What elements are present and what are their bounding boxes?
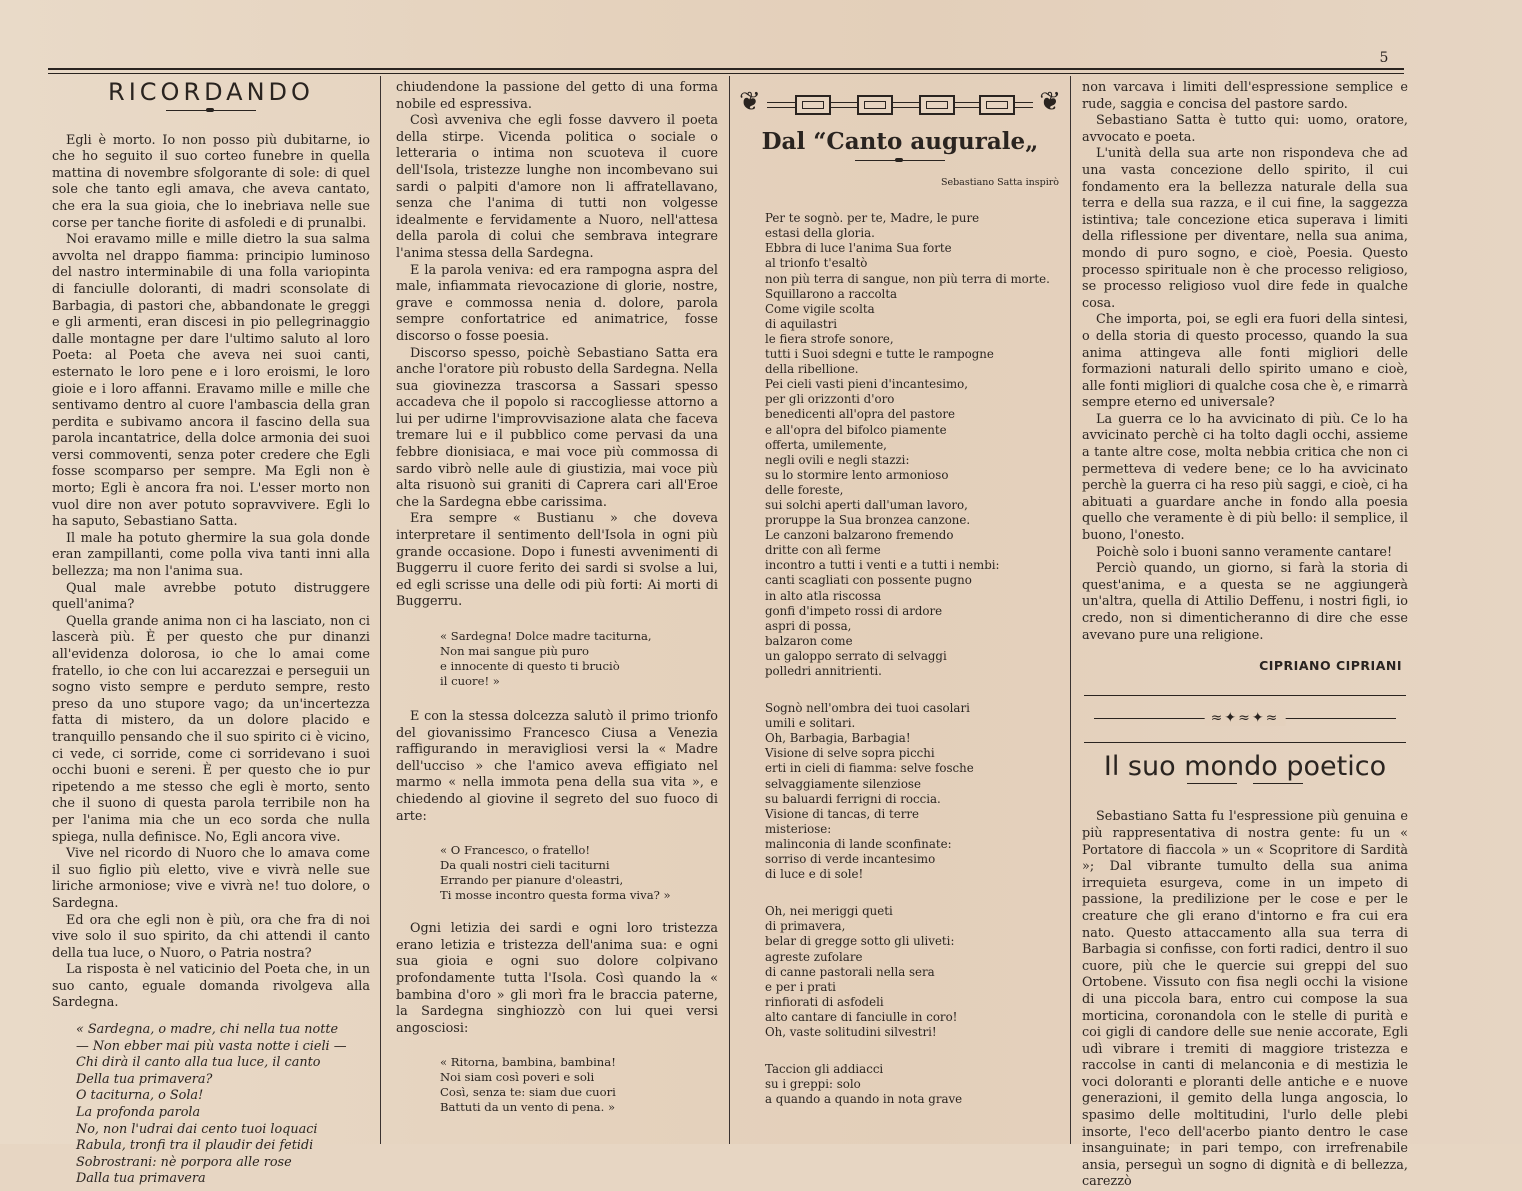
- verse-line: di canne pastorali nella sera: [765, 964, 935, 979]
- banner-box: [919, 95, 955, 115]
- verse-line: Pei cieli vasti pieni d'incantesimo,: [765, 377, 969, 392]
- paragraph: Noi eravamo mille e mille dietro la sua salma avvolta nel drappo fiamma: principio luminoso del nastro interminabile di una folla variopinta di fanciulle doloranti, di madri sconsolate di Barbagia, di pastori che, abbandonate le greggi e gli armenti, eran discesi in pio pellegrinaggio dalle montagne per dare l'ultimo saluto al loro Poeta: al Poeta che aveva nei suoi canti, esternato le loro pene e i loro eroismi, le loro gioie e i loro affanni. Eravamo mille e mille che sentivamo dentro al cuore l'ambascia della gran perdita e subivamo ancora il fascino della sua parola incantatrice, della dolce armonia dei suoi versi commoventi, senza poter credere che Egli fosse scomparso per sempre. Ma Egli non è morto; Egli è ancora fra noi. L'esser morto non vuol dire non aver potuto sopravvivere. Egli lo ha saputo, Sebastiano Satta.: [52, 232, 370, 530]
- column-divider: [380, 76, 381, 1144]
- verse-line: le fiera strofe sonore,: [765, 331, 894, 346]
- verse-line: in alto atla riscossa: [765, 588, 882, 603]
- poem-line: Rabula, tronfi tra il plaudir dei fetidi: [76, 1138, 314, 1154]
- poem-line: « O Francesco, o fratello!: [440, 843, 591, 858]
- page-number: 5: [1379, 50, 1389, 66]
- banner-box: [857, 95, 893, 115]
- author-signature: CIPRIANO CIPRIANI: [1259, 658, 1402, 674]
- verse-line: proruppe la Sua bronzea canzone.: [765, 513, 971, 528]
- paragraph: Perciò quando, un giorno, si farà la storia di quest'anima, e a questa se ne aggiungerà un'altra, quella di Attilio Deffenu, i nostri figli, io credo, non si dimenticheranno di dire che esse avevano pure una religione.: [1082, 561, 1408, 643]
- paragraph: Quella grande anima non ci ha lasciato, non ci lascerà più. È per questo che pur dinanzi all'evidenza dolorosa, io che lo amai come fratello, io che con lui accarezzai e perseguii un sogno visto sempre e perduto sempre, resto preso da uno stupore vago; da un'incertezza fatta di mistero, da un dolore placido e tranquillo pensando che il suo spirito ci è vicino, ci vede, ci sorride, come ci sorridevano i suoi occhi buoni e sereni. È per questo che io pur ripetendo a me stesso che egli è morto, sento che il suono di questa parola terribile non ha per l'anima mia che un eco sorda che nulla spiega, nulla definisce. No, Egli ancora vive.: [52, 613, 370, 845]
- title-ornament: [855, 157, 945, 165]
- verse-line: umili e solitari.: [765, 716, 856, 731]
- paragraph: La risposta è nel vaticinio del Poeta che, in un suo canto, eguale domanda rivolgeva alla Sardegna.: [52, 962, 370, 1011]
- verse-line: Oh, nei meriggi queti: [765, 904, 893, 919]
- verse-stanza: [735, 211, 1065, 1107]
- paragraph: E con la stessa dolcezza salutò il primo trionfo del giovanissimo Francesco Ciusa a Venezia raffigurando in meravigliosi versi la « Madre dell'ucciso » che l'amico aveva effigiato nel marmo « nella immota pena della sua vita », e chiedendo al giovine il segreto del suo fuoco di arte:: [396, 709, 718, 824]
- verse-line: di primavera,: [765, 919, 846, 934]
- ornamental-separator: [1084, 695, 1406, 743]
- verse-line: malinconia di lande sconfinate:: [765, 836, 952, 851]
- verse-line: incontro a tutti i venti e a tutti i nembi:: [765, 558, 1000, 573]
- poem-line: Battuti da un vento di pena. »: [440, 1100, 616, 1115]
- verse-line: Visione di selve sopra picchi: [765, 746, 935, 761]
- paragraph: Vive nel ricordo di Nuoro che lo amava come il suo figlio più eletto, vive e vivrà nelle sue liriche armoniose; vive e vivrà ne! tuo dolore, o Sardegna.: [52, 846, 370, 911]
- paragraph: La guerra ce lo ha avvicinato di più. Ce lo ha avvicinato perchè ci ha tolto dagli occhi, assieme a tante altre cose, molta nebbia critica che non ci permetteva di vedere bene; ce lo ha avvicinato perchè la guerra ci ha reso più saggi, e cioè, ci ha abituati a guardare anche in fondo alla poesia quello che veramente è di più bello: il semplice, il buono, l'onesto.: [1082, 411, 1408, 544]
- poem-line: Della tua primavera?: [76, 1071, 213, 1087]
- banner-box: [795, 95, 831, 115]
- verse-line: sorriso di verde incantesimo: [765, 852, 936, 867]
- verse-line: Squillarono a raccolta: [765, 286, 898, 301]
- column-4: [1082, 80, 1408, 1190]
- verse-line: misteriose:: [765, 821, 832, 836]
- paragraph: Qual male avrebbe potuto distruggere quell'anima?: [52, 580, 370, 613]
- poem-line: « Sardegna! Dolce madre taciturna,: [440, 629, 652, 643]
- verse-line: Per te sognò. per te, Madre, le pure: [765, 211, 980, 226]
- verse-line: Sognò nell'ombra dei tuoi casolari: [765, 701, 970, 716]
- scroll-ornament-icon: ❦: [739, 87, 761, 117]
- stanza-gap: [765, 882, 1065, 904]
- verse-line: non più terra di sangue, non più terra di morte.: [765, 271, 1050, 286]
- stanza-gap: [765, 679, 1065, 701]
- poem-line: Così, senza te: siam due cuori: [440, 1085, 616, 1100]
- stanza-gap: [765, 1040, 1065, 1062]
- poem-line: « Ritorna, bambina, bambina!: [440, 1055, 616, 1070]
- verse-line: un galoppo serrato di selvaggi: [765, 648, 947, 663]
- verse-line: di aquilastri: [765, 316, 838, 331]
- verse-line: dritte con alì ferme: [765, 543, 881, 558]
- verse-line: benedicenti all'opra del pastore: [765, 407, 955, 422]
- column-divider: [729, 76, 730, 1144]
- column-1: [52, 78, 370, 1187]
- paragraph: Il male ha potuto ghermire la sua gola donde eran zampillanti, come polla viva tanti inni alla bellezza; ma non l'anima sua.: [52, 530, 370, 580]
- column-divider: [1070, 76, 1071, 1144]
- paragraph: chiudendone la passione del getto di una forma nobile ed espressiva.: [396, 80, 718, 112]
- paragraph: Sebastiano Satta è tutto qui: uomo, oratore, avvocato e poeta.: [1082, 113, 1408, 145]
- paragraph: E la parola veniva: ed era rampogna aspra del male, infiammata rievocazione di glorie, nostre, grave e commossa nenia d. dolore, parola sempre confortatrice ed animatrice, fosse discorso o fosse poesia.: [396, 262, 718, 344]
- verse-line: e per i prati: [765, 979, 836, 994]
- verse-line: agreste zufolare: [765, 949, 863, 964]
- poem-line: O taciturna, o Sola!: [76, 1088, 204, 1104]
- verse-line: Visione di tancas, di terre: [765, 806, 920, 821]
- poem-line: No, non l'udrai dai cento tuoi loquaci: [76, 1121, 318, 1137]
- poem-line: Sobrostrani: nè porpora alle rose: [76, 1154, 292, 1170]
- verse-line: e all'opra del bifolco piamente: [765, 422, 947, 437]
- verse-line: sui solchi aperti dall'uman lavoro,: [765, 497, 968, 512]
- verse-line: su i greppi: solo: [765, 1077, 861, 1092]
- verse-line: su lo stormire lento armonioso: [765, 467, 949, 482]
- verse-line: delle foreste,: [765, 482, 844, 497]
- quoted-poem: [396, 1055, 718, 1115]
- poem-line: Non mai sangue più puro: [440, 644, 590, 658]
- verse-line: belar di gregge sotto gli uliveti:: [765, 934, 955, 949]
- verse-line: di luce e di sole!: [765, 867, 864, 882]
- verse-line: aspri di possa,: [765, 618, 852, 633]
- scroll-ornament-icon: ❦: [1039, 87, 1061, 117]
- verse-line: Oh, vaste solitudini silvestri!: [765, 1024, 937, 1039]
- verse-line: negli ovili e negli stazzi:: [765, 452, 910, 467]
- poem-line: Da quali nostri cieli taciturni: [440, 858, 610, 873]
- paragraph: Sebastiano Satta fu l'espressione più genuina e più rappresentativa di nostra gente: fu un « Portatore di fiaccola » un « Scopritore di Sardità »; Dal vibrante tumulto della sua anima irrequieta esurgeva, come in un impeto di passione, la predilizione per le cose e per le creature che gli erano d'intorno e fra cui era nato. Questo attaccamento alla sua terra di Barbagia si confisse, con forti radici, dentro il suo cuore, più che le quercie sui greppi del suo Ortobene. Vissuto con fisa negli occhi la visione di una piccola bara, entro cui compose la sua morticina, coronandola con le stelle di purità e coi gigli di candore delle sue nenie accorate, Egli udì vibrare i tremiti di maggiore tristezza e raccolse in canti di melanconia e di mestizia le voci doloranti e ploranti delle antiche e e nuove generazioni, il gemito della lunga angoscia, lo spasimo delle moltitudini, l'urlo delle plebi insorte, l'eco dell'acerbo pianto dentro le case insanguinate; in pari tempo, con irrefrenabile ansia, perseguì un sogno di dignità e di bellezza, carezzò: [1082, 809, 1408, 1190]
- column-2: [396, 80, 718, 1144]
- quoted-poem: [396, 629, 718, 689]
- paragraph: L'unità della sua arte non rispondeva che ad una vasta concezione dello spirito, il cui fondamento era la bellezza naturale della sua terra e della sua razza, e il cui fine, la saggezza istintiva; tale concezione etica superava i limiti della riflessione per diventare, nella sua anima, mondo di puro sogno, e cioè, Poesia. Questo processo spirituale non è che processo religioso, se processo religioso vuol dire fede in qualche cosa.: [1082, 146, 1408, 311]
- poem-line: Ti mosse incontro questa forma viva? »: [440, 888, 671, 903]
- poem-line: e innocente di questo ti bruciò: [440, 659, 620, 673]
- verse-line: Oh, Barbagia, Barbagia!: [765, 731, 911, 746]
- column-3: [735, 80, 1065, 1144]
- poem-line: La profonda parola: [76, 1105, 201, 1121]
- verse-line: estasi della gloria.: [765, 226, 875, 241]
- poem-line: Dalla tua primavera: [76, 1171, 206, 1187]
- paragraph: Ed ora che egli non è più, ora che fra di noi vive solo il suo spirito, da chi attendi il canto della tua luce, o Nuoro, o Patria nostra?: [52, 912, 370, 961]
- paragraph: Era sempre « Bustianu » che doveva interpretare il sentimento dell'Isola in ogni più grande occasione. Dopo i funesti avvenimenti di Buggerru il cuore ferito dei sardi si svolse a lui, ed egli scrisse una delle odi più forti: Ai morti di Buggerru.: [396, 511, 718, 610]
- verse-line: offerta, umilemente,: [765, 437, 887, 452]
- verse-line: per gli orizzonti d'oro: [765, 392, 895, 407]
- verse-line: gonfi d'impeto rossi di ardore: [765, 603, 943, 618]
- verse-line: Le canzoni balzarono fremendo: [765, 528, 954, 543]
- verse-line: rinfiorati di asfodeli: [765, 994, 884, 1009]
- paragraph: non varcava i limiti dell'espressione semplice e rude, saggia e concisa del pastore sardo.: [1082, 80, 1408, 112]
- paragraph: Che importa, poi, se egli era fuori della sintesi, o della storia di questo processo, quando la sua anima attingeva alle fonti migliori delle formazioni naturali dello spirito umano e cioè, alle fonti migliori di qualche cosa che è, e rimarrà sempre eterno ed universale?: [1082, 312, 1408, 411]
- verse-line: alto cantare di fanciulle in coro!: [765, 1009, 958, 1024]
- verse-line: al trionfo t'esaltò: [765, 256, 868, 271]
- quoted-poem: [396, 843, 718, 903]
- verse-line: tutti i Suoi sdegni e tutte le rampogne: [765, 347, 994, 362]
- top-rule: [48, 68, 1404, 70]
- poem-line: Errando per pianure d'oleastri,: [440, 873, 624, 888]
- title-ornament: [166, 107, 256, 115]
- title-ornament: [1187, 781, 1303, 787]
- byline: Sebastiano Satta inspirò: [940, 176, 1059, 188]
- ornamental-banner: [739, 84, 1061, 124]
- banner-box: [979, 95, 1015, 115]
- poem-line: — Non ebber mai più vasta notte i cieli —: [76, 1038, 347, 1054]
- poem-line: Chi dirà il canto alla tua luce, il canto: [76, 1055, 321, 1071]
- paragraph: Discorso spesso, poichè Sebastiano Satta era anche l'oratore più robusto della Sardegna. Nella sua giovinezza trascorsa a Sassari spesso accadeva che il popolo si raccogliesse attorno a lui per udirne l'improvvisazione alata che faceva tremare lui e il pubblico come pervasi da una febbre dionisiaca, e mai voce più commossa di sardo vibrò nelle aule di giustizia, mai voce più alta risuonò sui graniti di Caprera cari all'Eroe che la Sardegna ebbe carissima.: [396, 345, 718, 510]
- poem-line: « Sardegna, o madre, chi nella tua notte: [76, 1022, 339, 1038]
- verse-line: su baluardi ferrigni di roccia.: [765, 791, 941, 806]
- verse-line: polledri annitrienti.: [765, 664, 882, 678]
- verse-line: selvaggiamente silenziose: [765, 776, 921, 791]
- paragraph: Così avveniva che egli fosse davvero il poeta della stirpe. Vicenda politica o sociale o letteraria o intima non scuoteva il cuore dell'Isola, tristezze lunghe non incombevano sui sardi o palpiti d'amore non li affratellavano, senza che l'anima di tutti non volgesse idealmente e fervidamente a Nuoro, nell'attesa della parola di colui che sembrava integrare l'anima stessa della Sardegna.: [396, 113, 718, 261]
- paragraph: Poichè solo i buoni sanno veramente cantare!: [1096, 544, 1393, 560]
- quoted-poem: [52, 1022, 370, 1188]
- paragraph: Egli è morto. Io non posso più dubitarne, io che ho seguito il suo corteo funebre in quella mattina di novembre sfolgorante di sole: di quel sole che tanto egli amava, che aveva cantato, che era la sua gioia, che lo inebriava nelle sue corse per tanche fiorite di asfoledi e di prunalbi.: [52, 132, 370, 231]
- verse-line: a quando a quando in nota grave: [765, 1092, 963, 1107]
- verse-line: Taccion gli addiacci: [765, 1062, 884, 1077]
- verse-line: Come vigile scolta: [765, 301, 875, 316]
- article-title-canto-augurale: Dal “Canto augurale„: [761, 128, 1039, 155]
- top-rule-thin: [48, 73, 1404, 74]
- verse-line: balzaron come: [765, 633, 853, 648]
- article-title-mondo-poetico: Il suo mondo poetico: [1103, 750, 1387, 782]
- poem-line: Noi siam così poveri e soli: [440, 1070, 595, 1085]
- article-title-ricordando: RICORDANDO: [108, 78, 314, 106]
- verse-line: della ribellione.: [765, 362, 859, 377]
- verse-line: canti scagliati con possente pugno: [765, 573, 972, 588]
- verse-line: Ebbra di luce l'anima Sua forte: [765, 241, 952, 256]
- paragraph: Ogni letizia dei sardi e ogni loro tristezza erano letizia e tristezza dell'anima sua: e ogni sua gioia e ogni suo dolore colpivano profondamente tutta l'Isola. Così quando la « bambina d'oro » gli morì fra le braccia paterne, la Sardegna singhiozzò con lui quei versi angosciosi:: [396, 921, 718, 1036]
- flourish-ornament-icon: ≈✦≈✦≈: [1205, 710, 1286, 727]
- poem-line: il cuore! »: [440, 674, 500, 688]
- verse-line: erti in cieli di fiamma: selve fosche: [765, 761, 974, 776]
